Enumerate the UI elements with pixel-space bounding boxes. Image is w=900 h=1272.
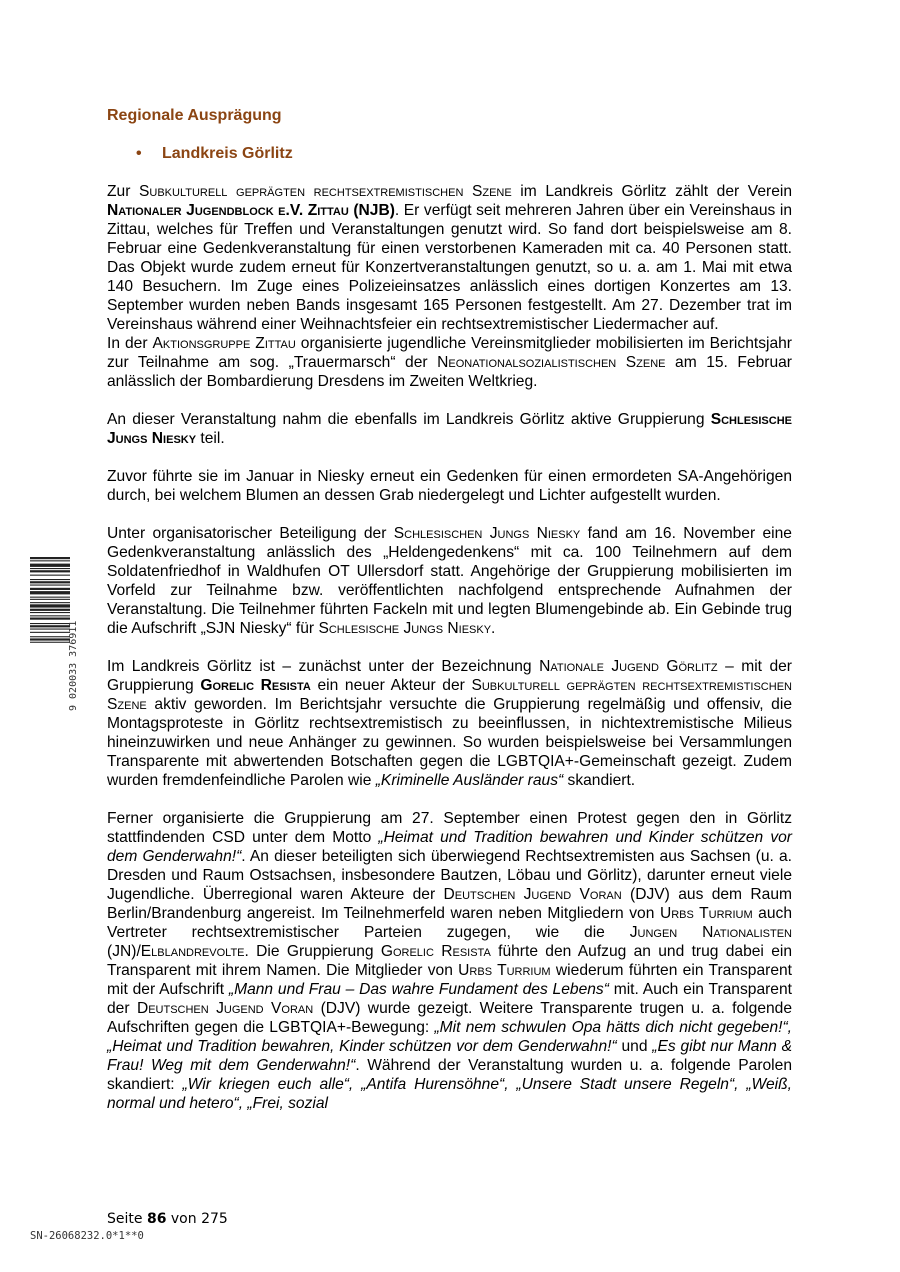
paragraph [107,657,792,790]
text-run: (DJV) wurde gezeigt. Weitere Transparente trugen u. a. folgende Aufschriften gegen die LGBTQIA+-Bewegung: [107,1000,793,1036]
organization-name: Urbs Turrium [458,962,551,979]
paragraph [107,410,792,448]
barcode-bar [30,581,70,583]
organization-name: Subkulturell geprägten rechtsextremistischen Szene [138,183,512,200]
paragraph [107,467,792,505]
barcode-bar [30,599,70,600]
barcode-bar [30,575,70,576]
text-run: Unter organisatorischer Beteiligung der [107,525,394,542]
text-run: . Die Gruppierung [244,943,381,960]
quote-text: „Wir kriegen euch alle“, „Antifa Hurensöhne“, „Unsere Stadt unsere Regeln“, „Weiß, normal und hetero“, „Frei, sozial [107,1076,792,1112]
barcode-bar [30,585,70,586]
barcode-bar [30,560,70,561]
quote-text: „Es gibt nur Mann & Frau! Weg mit dem Genderwahn!“ [107,1038,792,1074]
page-number: 86 [146,1211,167,1227]
text-run: In der [107,335,153,352]
organization-name: Schlesischen Jungs Niesky [393,525,581,542]
organization-name: Neonationalsozialistischen Szene [437,354,666,371]
text-run: skandiert. [563,772,636,789]
barcode-bar [30,570,70,572]
text-run: Zur [107,183,139,200]
barcode-bar [30,602,70,603]
quote-text: „Heimat und Tradition bewahren und Kinder schützen vor dem Genderwahn!“ [107,829,792,865]
bullet-icon: • [136,145,142,162]
barcode-bar [30,632,70,633]
paragraph [107,182,792,334]
text-run: auch Vertreter rechtsextremistischer Parteien zugegen, wie die [107,905,792,941]
text-run: . Er verfügt seit mehreren Jahren über ein Vereinshaus in Zittau, welches für Treffen und Veranstaltungen genutzt wird. So fand dort beispielsweise am 8. Februar eine Gedenkveranstaltung für einen verstorbenen Kameraden mit ca. 40 Personen statt. Das Objekt wurde zudem erneut für Konzertveranstaltungen genutzt, so u. a. am 1. Mai mit etwa 140 Besuchern. Im Zuge eines Polizeieinsatzes anlässlich eines dortigen Konzertes am 13. September wurden neben Bands insgesamt 165 Personen festgestellt. Am 27. Dezember trat im Vereinshaus während einer Weihnachtsfeier ein rechtsextremistischer Liedermacher auf. [107,202,792,333]
barcode-bar [30,588,70,590]
barcode-bar [30,629,70,630]
subheading-text: Landkreis Görlitz [162,145,293,162]
paragraph [107,334,792,391]
organization-name: Deutschen Jugend Voran [443,886,622,903]
text-run: fand am 16. November eine Gedenkveranstaltung anlässlich des „Heldengedenkens“ mit ca. 100 Teilnehmern auf dem Soldatenfriedhof in Waldhufen OT Ullersdorf statt. Angehörige der Gruppierung mobilisierten im Vorfeld zur Teilnahme bzw. veröffentlichten nachfolgend entsprechende Aufnahmen der Veranstaltung. Die Teilnehmer führten Fackeln mit und legten Blumengebinde ab. Ein Gebinde trug die Aufschrift „SJN Niesky“ für [107,525,792,637]
text-run: am 15. Februar anlässlich der Bombardierung Dresdens im Zweiten Weltkrieg. [107,354,792,390]
text-run: im Landkreis Görlitz zählt der Verein [511,183,793,200]
text-run: . Während der Veranstaltung wurden u. a. folgende Parolen skandiert: [107,1057,792,1093]
footer-prefix: Seite [107,1211,143,1227]
paragraph [107,809,792,1113]
barcode-bar [30,625,70,627]
text-run: An dieser Veranstaltung nahm die ebenfalls im Landkreis Görlitz aktive Gruppierung [107,411,711,428]
organization-name: Nationale Jugend Görlitz [539,658,718,675]
document-id: SN-26068232.0*1**0 [30,1230,144,1242]
barcode-bar [30,568,70,569]
barcode-bar [30,638,70,640]
text-run: mit. Auch ein Transparent der [107,981,792,1017]
text-run: teil. [196,430,225,447]
text-run: organisierte jugendliche Vereinsmitglieder mobilisierten im Berichtsjahr zur Teilnahme am sog. „Trauermarsch“ der [107,335,792,371]
text-run: aktiv geworden. Im Berichtsjahr versuchte die Gruppierung regelmäßig und offensiv, die Montagsproteste in Görlitz rechtsextremistisch zu beeinflussen, in nichtextremistische Milieus hineinzuwirken und neue Anhänger zu gewinnen. So wurden beispielsweise bei Versammlungen Transparente mit abwertenden Botschaften gegen die LGBTQIA+-Gemeinschaft gezeigt. Zudem wurden fremdenfeindliche Parolen wie [107,696,792,789]
organization-name: Schlesische Jungs Niesky [318,620,492,637]
barcode-bar [30,615,70,616]
organization-name-bold: Gorelic Resista [200,677,311,694]
barcode-bar [30,579,70,580]
organization-name: Gorelic Resista [380,943,491,960]
text-run: . An dieser beteiligten sich überwiegend Rechtsextremisten aus Sachsen (u. a. Dresden und Raum Ostsachsen, insbesondere Bautzen, Löbau und Görlitz), darunter erneut viele Jugendliche. Überregional waren Akteure der [107,848,793,903]
bold-text: (NJB) [348,202,395,219]
total-pages: 275 [201,1211,228,1227]
section-heading: Regionale Ausprägung [107,107,282,124]
barcode-bar [30,597,70,598]
text-run: Zuvor führte sie im Januar in Niesky erneut ein Gedenken für einen ermordeten SA-Angehörigen durch, bei welchem Blumen an dessen Grab niedergelegt und Lichter aufgestellt wurden. [107,468,792,504]
organization-name: Aktionsgruppe Zittau [152,335,296,352]
barcode-bar [30,618,70,620]
organization-name: Jungen Nationalisten [629,924,793,941]
organization-name: Deutschen Jugend Voran [136,1000,314,1017]
text-run: – mit der Gruppierung [107,658,792,694]
text-run: wiederum führten ein Transparent mit der Aufschrift [107,962,793,998]
text-run: ein neuer Akteur der [310,677,472,694]
page-footer [107,1211,228,1227]
quote-text: „Kriminelle Ausländer raus“ [375,772,564,789]
organization-name: Subkulturell geprägten rechtsextremistischen Szene [107,677,792,713]
organization-name-bold: Schlesische Jungs Niesky [107,411,792,447]
organization-name: Elblandrevolte [140,943,245,960]
barcode-bar [30,564,70,567]
barcode-bar [30,636,70,637]
quote-text: „Mit nem schwulen Opa hätts dich nicht gegeben!“, „Heimat und Tradition bewahren, Kinder schützen vor dem Genderwahn!“ [107,1019,792,1055]
organization-name-bold: Nationaler Jugendblock e.V. Zittau [107,202,349,219]
quote-text: „Mann und Frau – Das wahre Fundament des Lebens“ [228,981,609,998]
barcode-bar [30,604,70,607]
text-run: und [616,1038,653,1055]
text-run: (DJV) aus dem Raum Berlin/Brandenburg angereist. Im Teilnehmerfeld waren neben Mitgliedern von [107,886,792,922]
paragraph [107,524,792,638]
barcode [28,553,78,713]
barcode-bar [30,609,70,611]
text-run: Im Landkreis Görlitz ist – zunächst unter der Bezeichnung [107,658,540,675]
text-run: führte den Aufzug an und trug dabei ein Transparent mit ihrem Namen. Die Mitglieder von [107,943,793,979]
barcode-bar [30,623,70,624]
page-content [107,106,792,1113]
text-run: Ferner organisierte die Gruppierung am 27. September einen Protest gegen den in Görlitz stattfindenden CSD unter dem Motto [107,810,792,846]
bullet-subheading [107,144,792,163]
text-run: . [491,620,496,637]
footer-middle: von [170,1211,197,1227]
barcode-digits: 9 020033 376911 [68,620,78,711]
barcode-bar [30,591,70,594]
text-run: (JN)/ [107,943,141,960]
barcode-bar [30,612,70,613]
barcode-bar [30,557,70,559]
organization-name: Urbs Turrium [659,905,753,922]
barcode-bar [30,642,70,643]
